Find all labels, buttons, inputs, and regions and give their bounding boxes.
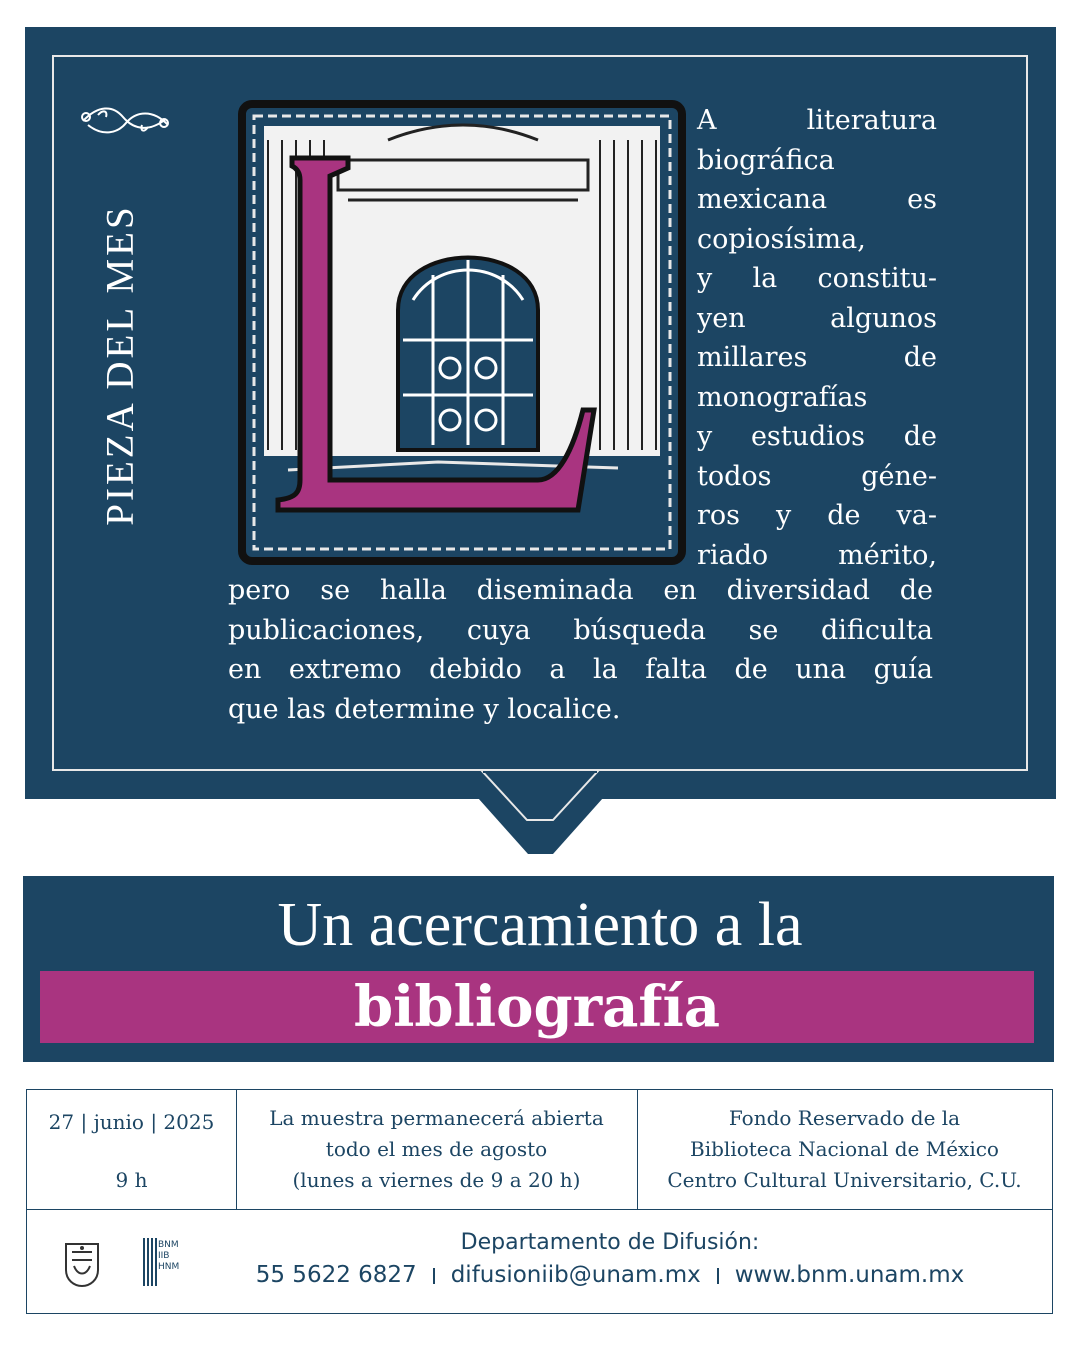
exhibit-line: La muestra permanecerá abierta: [269, 1106, 604, 1130]
paragraph-line: pero se halla diseminada en diversidad de: [228, 575, 933, 606]
bnm-logo-line: BNM: [158, 1240, 179, 1250]
table-divider: [27, 1209, 1052, 1210]
exhibit-line: (lunes a viernes de 9 a 20 h): [292, 1168, 581, 1192]
email-link[interactable]: difusioniib@unam.mx: [450, 1262, 701, 1288]
paragraph-line: monografías: [697, 381, 868, 413]
date-cell: [27, 1090, 237, 1209]
event-title-line2: bibliografía: [353, 974, 721, 1040]
paragraph-line: ros y de va-: [697, 500, 937, 531]
decorated-initial-letter: [238, 100, 686, 565]
venue-line: Centro Cultural Universitario, C.U.: [667, 1168, 1022, 1192]
venue-cell: [637, 1090, 1052, 1209]
paragraph-line: riado mérito,: [697, 539, 937, 571]
unam-seal-icon: [62, 1240, 102, 1288]
venue-line: Fondo Reservado de la: [728, 1106, 961, 1130]
paragraph-line: y la constitu-: [697, 263, 937, 294]
paragraph-line: y estudios de: [697, 421, 937, 452]
separator: [433, 1268, 435, 1284]
separator: [717, 1268, 719, 1284]
exhibit-cell: [236, 1090, 638, 1209]
paragraph-line: todos géne-: [697, 460, 937, 492]
paragraph-line: mexicana es: [697, 184, 937, 215]
paragraph-line: publicaciones, cuya búsqueda se dificulta: [228, 614, 933, 646]
paragraph-right-column: [697, 101, 937, 575]
bnm-logo-line: HNM: [158, 1262, 180, 1272]
exhibit-line: todo el mes de agosto: [325, 1137, 548, 1161]
paragraph-line: yen algunos: [697, 302, 937, 334]
section-label: PIEZA DEL MES: [98, 204, 142, 526]
bnm-logo-line: IIB: [158, 1251, 170, 1261]
venue-line: Biblioteca Nacional de México: [690, 1137, 999, 1161]
paragraph-line: copiosísima,: [697, 223, 866, 255]
paragraph-line: en extremo debido a la falta de una guía: [228, 654, 933, 685]
paragraph-line: biográfica: [697, 144, 835, 176]
event-title-line1: Un acercamiento a la: [277, 891, 803, 959]
event-date: 27 | junio | 2025: [48, 1110, 215, 1134]
flourish-ornament-icon: [78, 103, 173, 139]
phone-number[interactable]: 55 5622 6827: [255, 1262, 417, 1288]
svg-text:L: L: [238, 100, 239, 101]
paragraph-line: que las determine y localice.: [228, 693, 621, 725]
department-label: Departamento de Difusión:: [460, 1230, 760, 1255]
website-link[interactable]: www.bnm.unam.mx: [734, 1262, 965, 1288]
paragraph-line: A literatura: [697, 105, 937, 136]
event-time: 9 h: [115, 1168, 148, 1192]
paragraph-line: millares de: [697, 342, 937, 373]
paragraph-bottom: [228, 571, 933, 729]
